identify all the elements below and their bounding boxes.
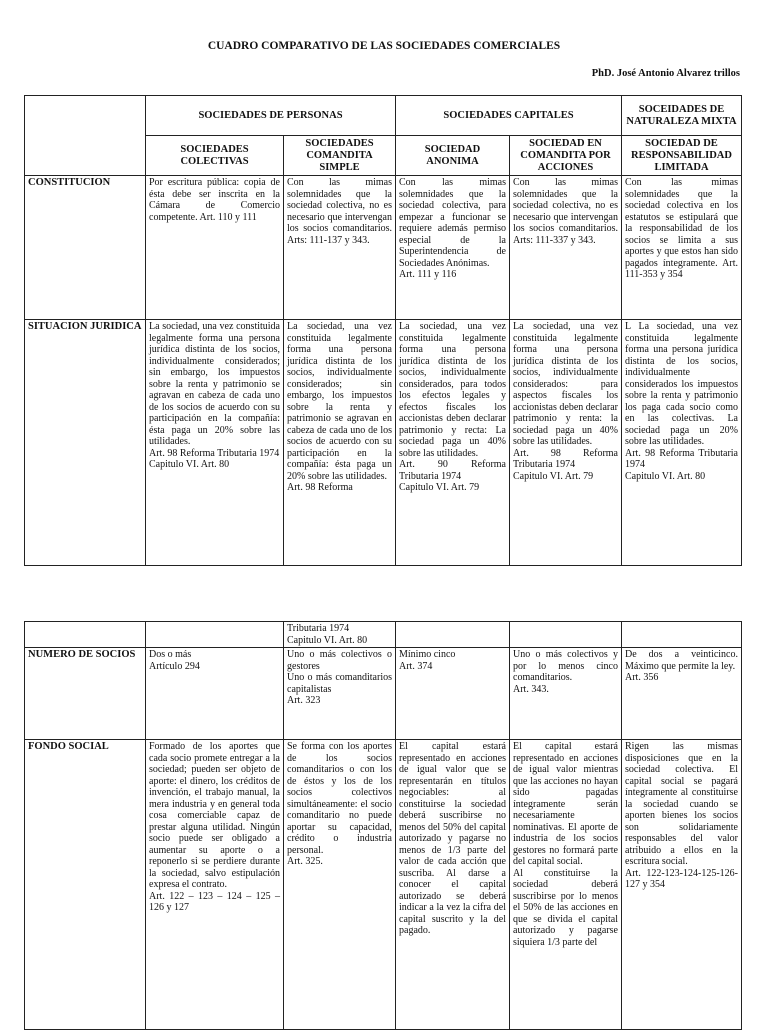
comparison-table-page-1 [24, 95, 742, 566]
cell-continuation-comandita-simple: Tributaria 1974 Capitulo VI. Art. 80 [284, 622, 396, 648]
continuation-empty-cell [622, 622, 742, 648]
row-label-fondo-social: FONDO SOCIAL [25, 740, 146, 1030]
cell-numero-limitada: De dos a veinticinco. Máximo que permite la ley. Art. 356 [622, 648, 742, 740]
cell-fondo-comandita-simple: Se forma con los aportes de los socios comanditarios o con los de éstos y los de los socios colectivos simultáneamente: el socio comanditario no puede aportar su capacidad, crédito o industria personal. Art. 325. [284, 740, 396, 1030]
header-colectivas: SOCIEDADES COLECTIVAS [146, 136, 284, 176]
cell-situacion-comandita-acciones: La sociedad, una vez constituida legalmente forma una persona jurídica distinta de los socios, individualmente considerados: para aspectos fiscales los accionistas deben declarar patrimonio y renta: la sociedad paga un 40% sobre las utilidades. Art. 98 Reforma Tributaria 1974 Capitulo VI. Art. 79 [510, 320, 622, 566]
cell-situacion-limitada: L La sociedad, una vez constituida legalmente forma una persona jurídica distinta de los socios, individualmente considerados los impuestos sobre la renta y patrimonio los paga cada socio como en las colectivas. La sociedad paga un 20% sobre las utilidades. Art. 98 Reforma Tributaria 1974 Capitulo VI. Art. 80 [622, 320, 742, 566]
cell-fondo-colectivas: Formado de los aportes que cada socio promete entregar a la sociedad; pueden ser objeto de aporte: el dinero, los créditos de invención, el trabajo manual, la mera industria y en general toda cosa comerciable capaz de prestar alguna utilidad. Ningún socio puede ser obligado a aumentar su aporte o a reponerlo si se perdiere durante la sociedad, salvo estipulación expresa el contrato. Art. 122 – 123 – 124 – 125 – 126 y 127 [146, 740, 284, 1030]
row-label-situacion-juridica: SITUACION JURIDICA [25, 320, 146, 566]
cell-constitucion-colectivas: Por escritura pública: copia de ésta debe ser inscrita en la Cámara de Comercio competente. Art. 110 y 111 [146, 176, 284, 320]
cell-constitucion-limitada: Con las mimas solemnidades que la sociedad colectiva en los estatutos se estipulará que la responsabilidad de los socios se limita a sus aportes y que estos han sido pagados íntegramente. Art. 111-353 y 354 [622, 176, 742, 320]
cell-constitucion-comandita-simple: Con las mimas solemnidades que la sociedad colectiva, no es necesario que intervengan los socios comanditarios. Arts: 111-137 y 343. [284, 176, 396, 320]
continuation-empty-cell [146, 622, 284, 648]
cell-situacion-comandita-simple: La sociedad, una vez constituida legalmente forma una persona jurídica distinta de los socios, individualmente considerados; sin embargo, los impuestos sobre la renta y patrimonio se agravan en cabeza de cada uno de los socios de acuerdo con su participación en la compañía: ésta paga un 20% sobre las utilidades. Art. 98 Reforma [284, 320, 396, 566]
corner-cell [25, 96, 146, 176]
cell-situacion-colectivas: La sociedad, una vez constituida legalmente forma una persona jurídica distinta de los socios, individualmente considerados; sin embargo, los impuestos sobre la renta y patrimonio se agravan en cabeza de cada uno de los socios de acuerdo con su participación en la compañía: ésta paga un 20% sobre las utilidades. Art. 98 Reforma Tributaria 1974 Capitulo VI. Art. 80 [146, 320, 284, 566]
header-sociedades-mixta: SOCEIDADES DE NATURALEZA MIXTA [622, 96, 742, 136]
cell-numero-anonima: Mínimo cinco Art. 374 [396, 648, 510, 740]
continuation-empty-cell [396, 622, 510, 648]
cell-fondo-limitada: Rigen las mismas disposiciones que en la sociedad colectiva. El capital social se pagará íntegramente al constituirse la sociedad cuando se aporten bienes los socios son solidariamente responsables del valor atribuido a ellos en la escritura social. Art. 122-123-124-125-126-127 y 354 [622, 740, 742, 1030]
header-anonima: SOCIEDAD ANONIMA [396, 136, 510, 176]
cell-numero-comandita-simple: Uno o más colectivos o gestores Uno o más comanditarios capitalistas Art. 323 [284, 648, 396, 740]
row-label-numero-socios: NUMERO DE SOCIOS [25, 648, 146, 740]
cell-fondo-comandita-acciones: El capital estará representado en acciones de igual valor mientras que las acciones no hayan sido pagadas íntegramente serán necesariamente nominativas. El aporte de industria de los socios gestores no formará parte del capital social. Al constituirse la sociedad deberá suscribirse por lo menos el 50% de las acciones en que se divida el capital autorizado y pagarse siquiera 1/3 parte del [510, 740, 622, 1030]
header-sociedades-personas: SOCIEDADES DE PERSONAS [146, 96, 396, 136]
document-author: PhD. José Antonio Alvarez trillos [591, 68, 740, 79]
cell-constitucion-anonima: Con las mimas solemnidades que la sociedad colectiva, para empezar a funcionar se requiere además permiso especial de la Superintendencia de Sociedades Anónimas. Art. 111 y 116 [396, 176, 510, 320]
row-label-constitucion: CONSTITUCION [25, 176, 146, 320]
cell-fondo-anonima: El capital estará representado en acciones de igual valor que se representarán en títulos negociables: al constituirse la sociedad deberá suscribirse no menos del 50% del capital autorizado y pagarse no menos de 1/3 parte del valor de cada acción que suscriba. Al darse a conocer el capital autorizado se deberá indicar a la vez la cifra del capital suscrito y la del pagado. [396, 740, 510, 1030]
continuation-empty-cell [510, 622, 622, 648]
header-comandita-acciones: SOCIEDAD EN COMANDITA POR ACCIONES [510, 136, 622, 176]
cell-constitucion-comandita-acciones: Con las mimas solemnidades que la sociedad colectiva, no es necesario que intervengan los socios comanditarios. Arts: 111-337 y 343. [510, 176, 622, 320]
cell-situacion-anonima: La sociedad, una vez constituida legalmente forma una persona jurídica distinta de los socios, individualmente considerados, para todos los efectos legales y efectos fiscales los accionistas deben declarar patrimonio y recta: La sociedad paga un 40% sobre las utilidades. Art. 90 Reforma Tributaria 1974 Capitulo VI. Art. 79 [396, 320, 510, 566]
header-sociedades-capitales: SOCIEDADES CAPITALES [396, 96, 622, 136]
cell-numero-colectivas: Dos o más Artículo 294 [146, 648, 284, 740]
document-title: CUADRO COMPARATIVO DE LAS SOCIEDADES COMERCIALES [207, 40, 561, 52]
cell-numero-comandita-acciones: Uno o más colectivos y por lo menos cinco comanditarios. Art. 343. [510, 648, 622, 740]
header-responsabilidad-limitada: SOCIEDAD DE RESPONSABILIDAD LIMITADA [622, 136, 742, 176]
continuation-empty-cell [25, 622, 146, 648]
header-comandita-simple: SOCIEDADES COMANDITA SIMPLE [284, 136, 396, 176]
comparison-table-page-2 [24, 621, 742, 1030]
